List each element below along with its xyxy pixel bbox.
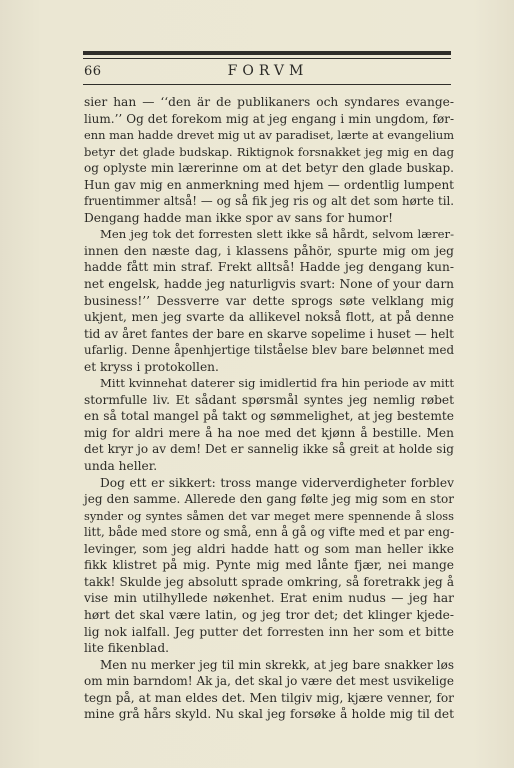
- text-line: Mitt kvinnehat daterer sig imidlertid fra hin periode av mitt: [100, 376, 454, 391]
- text-line: og oplyste min lærerinne om at det betyr den glade buskap.: [84, 161, 454, 176]
- text-line: net engelsk, hadde jeg naturligvis svart: None of your darn: [84, 277, 454, 292]
- text-line: Men nu merker jeg til min skrekk, at jeg bare snakker løs: [100, 657, 454, 672]
- text-line: levinger, som jeg aldri hadde hatt og som man heller ikke: [84, 541, 454, 556]
- text-line: hadde fått min straf. Frekt alltså! Hadde jeg dengang kun-: [84, 260, 454, 275]
- journal-title: FORVM: [227, 63, 309, 79]
- text-line: ukjent, men jeg svarte da allikevel nokså flott, at på denne: [84, 310, 454, 325]
- header-rule-thick: [83, 51, 451, 55]
- header-rule-thin: [83, 58, 451, 59]
- text-line: om min barndom! Ak ja, det skal jo være det mest usvikelige: [84, 674, 454, 689]
- page-number: 66: [84, 64, 102, 79]
- text-line: et kryss i protokollen.: [84, 359, 219, 374]
- text-line: Dengang hadde man ikke spor av sans for humor!: [84, 210, 394, 225]
- text-line: litt, både med store og små, enn å gå og vifte med et par eng-: [84, 525, 455, 540]
- text-line: synder og syntes såmen det var meget mere spennende å sloss: [84, 508, 454, 523]
- text-line: Dog ett er sikkert: tross mange viderverdigheter forblev: [100, 475, 454, 490]
- text-line: lig nok ialfall. Jeg putter det forresten inn her som et bitte: [84, 624, 454, 639]
- text-line: vise min utilhyllede nøkenhet. Erat enim nudus — jeg har: [84, 591, 454, 606]
- text-line: unda heller.: [84, 459, 158, 474]
- text-line: betyr det glade budskap. Riktignok forsnakket jeg mig en dag: [84, 144, 454, 159]
- text-line: lite fikenblad.: [84, 641, 169, 656]
- running-header: [84, 62, 452, 84]
- text-line: mine grå hårs skyld. Nu skal jeg forsøke å holde mig til det: [84, 707, 454, 722]
- text-line: ufarlig. Denne åpenhjertige tilståelse blev bare belønnet med: [84, 343, 454, 358]
- text-line: sier han — ‘‘den är de publikaners och syndares evange-: [84, 95, 454, 109]
- text-line: det kryr jo av dem! Det er sannelig ikke så greit at holde sig: [84, 442, 454, 457]
- text-line: fikk klistret på mig. Pynte mig med lånte fjær, nei mange: [84, 558, 454, 573]
- text-line: Hun gav mig en anmerkning med hjem — ordentlig lumpent: [84, 177, 454, 192]
- text-line: innen den næste dag, i klassens påhör, spurte mig om jeg: [84, 243, 454, 258]
- body-text: [84, 94, 454, 723]
- text-line: mig for aldri mere å ha noe med det kjønn å bestille. Men: [84, 425, 454, 440]
- text-line: enn man hadde drevet mig ut av paradiset, lærte at evangelium: [84, 128, 454, 143]
- text-line: fruentimmer altså! — og så fik jeg ris og alt det som hørte til.: [84, 194, 454, 209]
- text-line: en så total mangel på takt og sømmelighet, at jeg bestemte: [84, 409, 454, 424]
- text-line: business!’’ Dessverre var dette sprogs søte velklang mig: [84, 293, 454, 308]
- header-underline: [83, 84, 451, 85]
- text-line: tid av året fantes der bare en skarve sopelime i huset — helt: [84, 326, 454, 341]
- text-line: stormfulle liv. Et sådant spørsmål syntes jeg nemlig røbet: [84, 392, 454, 407]
- text-line: hørt det skal være latin, og jeg tror det; det klinger kjede-: [84, 607, 454, 622]
- text-line: tegn på, at man eldes det. Men tilgiv mig, kjære venner, for: [84, 690, 454, 705]
- text-line: jeg den samme. Allerede den gang følte jeg mig som en stor: [84, 492, 454, 507]
- text-line: takk! Skulde jeg absolutt sprade omkring, så foretrakk jeg å: [84, 574, 454, 589]
- text-line: Men jeg tok det forresten slett ikke så hårdt, selvom lærer-: [100, 227, 454, 242]
- text-line: lium.’’ Og det forekom mig at jeg engang i min ungdom, før-: [84, 111, 454, 126]
